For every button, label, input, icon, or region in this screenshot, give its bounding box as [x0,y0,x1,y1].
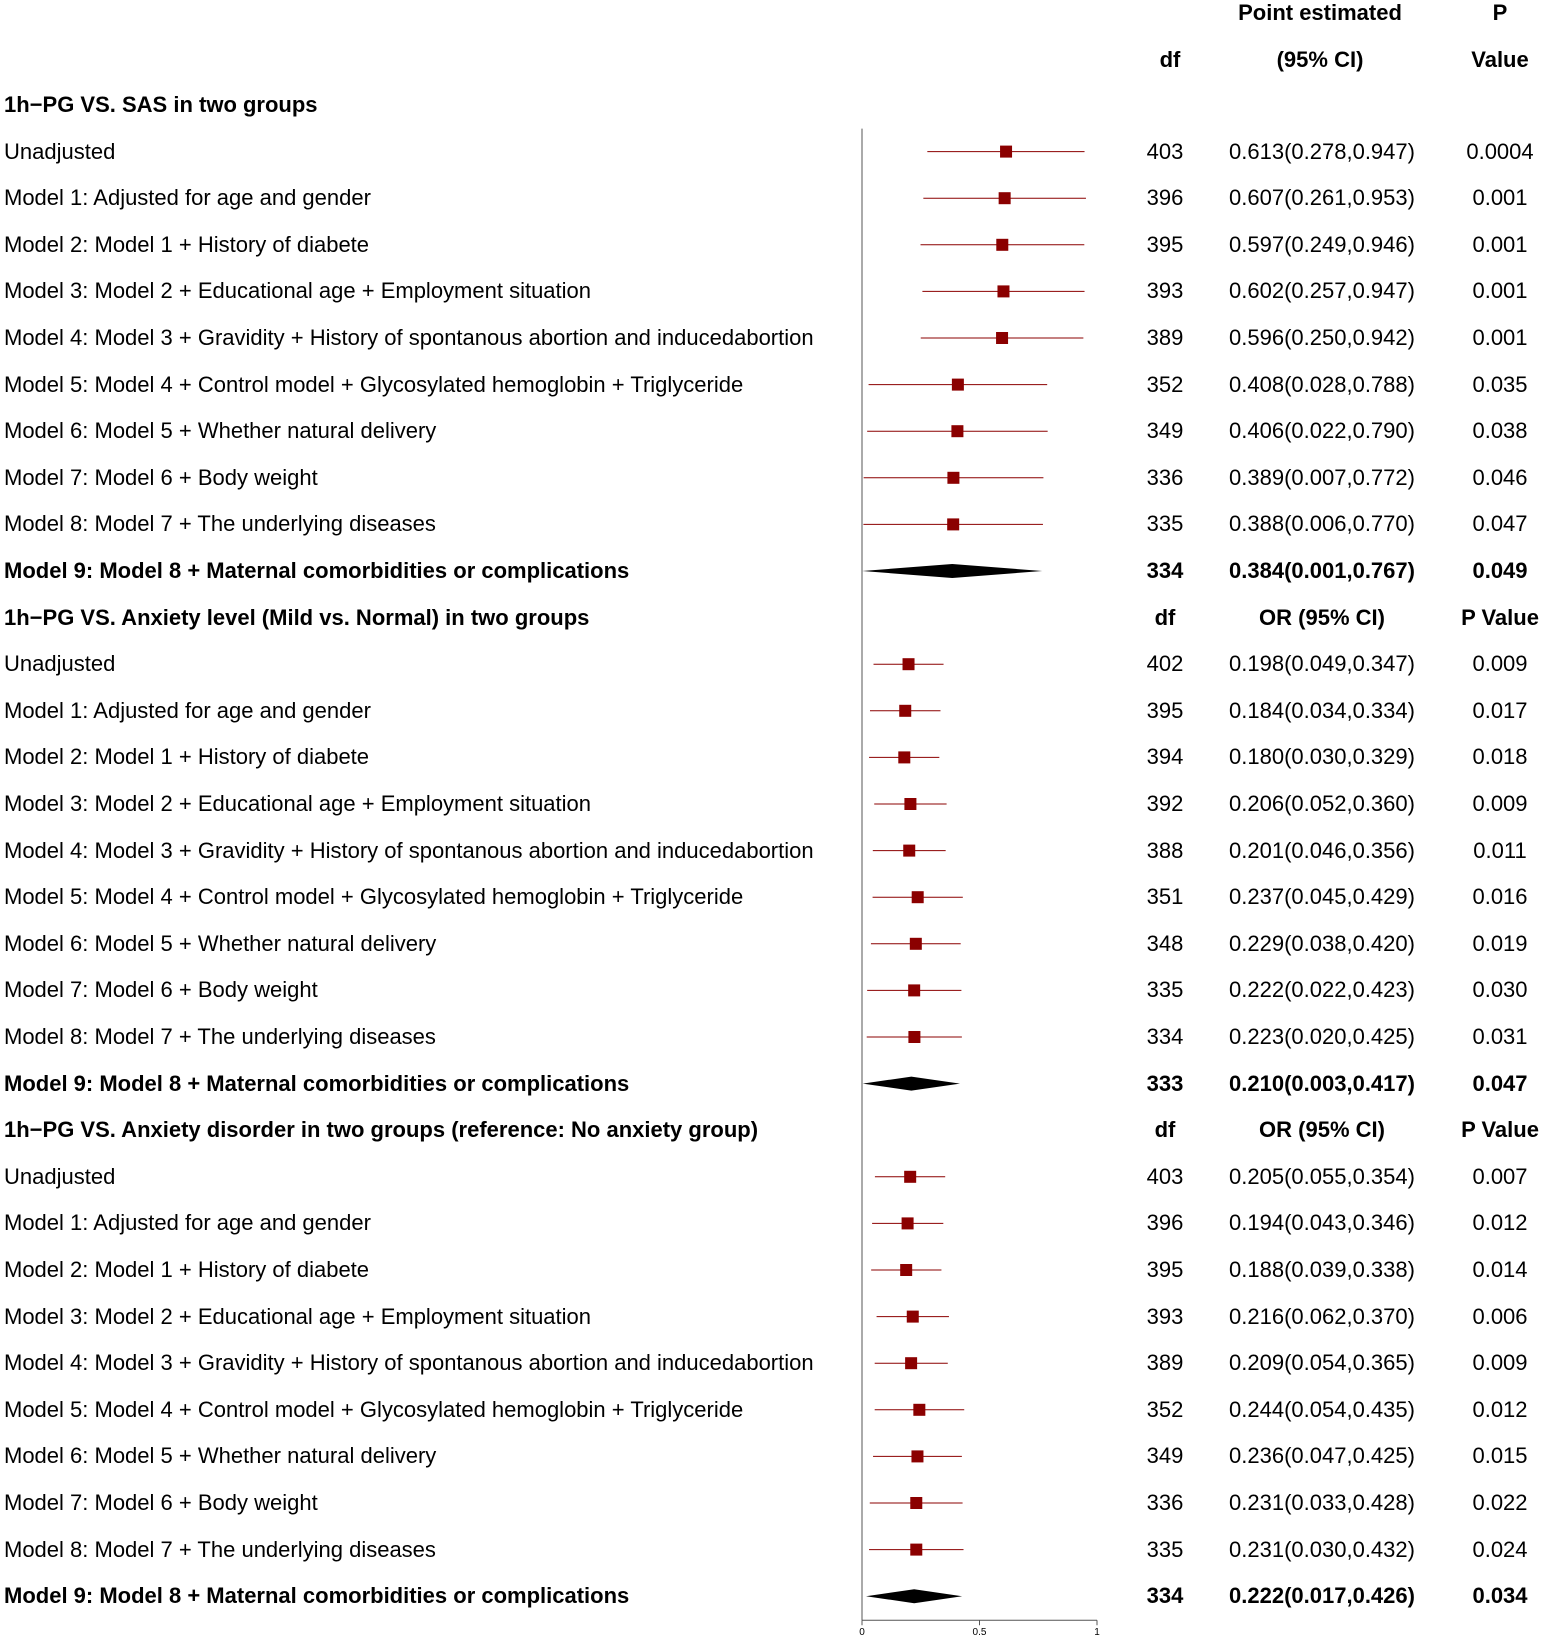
summary-diamond [863,1077,960,1091]
point-estimate-marker [900,1264,912,1276]
row-estimate: 0.231(0.030,0.432) [1229,1536,1415,1562]
row-df: 335 [1146,1536,1184,1562]
summary-diamond [862,564,1042,578]
row-p-value: 0.047 [1472,1070,1528,1096]
row-p-value: 0.035 [1472,371,1528,397]
x-tick-label: 0 [859,1627,865,1639]
row-df: 395 [1146,231,1184,257]
row-estimate: 0.389(0.007,0.772) [1229,464,1415,490]
row-estimate: 0.180(0.030,0.329) [1229,744,1415,770]
section-header-df: df [1154,604,1176,630]
x-tick-label: 0.5 [972,1627,987,1639]
row-p-value: 0.001 [1472,231,1528,257]
row-label: Model 8: Model 7 + The underlying diseases [4,1024,436,1049]
row-label: Model 1: Adjusted for age and gender [4,1210,371,1236]
row-df: 334 [1146,558,1184,583]
row-label: Model 8: Model 7 + The underlying diseases [4,1536,436,1562]
row-label: Model 8: Model 7 + The underlying diseases [4,511,436,537]
summary-diamond [866,1589,962,1603]
row-estimate: 0.222(0.022,0.423) [1229,977,1415,1003]
row-estimate: 0.236(0.047,0.425) [1229,1443,1415,1469]
row-df: 388 [1146,837,1184,863]
row-label: Model 3: Model 2 + Educational age + Employment situation [4,791,592,816]
row-estimate: 0.388(0.006,0.770) [1229,511,1415,537]
section-header-df: df [1154,1117,1176,1143]
row-label: Model 7: Model 6 + Body weight [4,977,318,1003]
row-p-value: 0.031 [1472,1024,1528,1049]
row-p-value: 0.019 [1472,930,1528,956]
row-label: Model 4: Model 3 + Gravidity + History of spontanous abortion and inducedabortion [4,837,814,863]
row-df: 333 [1146,1070,1184,1096]
row-p-value: 0.011 [1473,837,1527,863]
point-estimate-marker [999,192,1011,204]
row-df: 349 [1146,1443,1184,1469]
section-title: 1h−PG VS. Anxiety disorder in two groups (reference: No anxiety group) [4,1117,759,1143]
point-estimate-marker [910,1497,922,1509]
row-label: Model 4: Model 3 + Gravidity + History of spontanous abortion and inducedabortion [4,325,814,350]
point-estimate-marker [904,1171,916,1183]
row-estimate: 0.408(0.028,0.788) [1229,371,1415,397]
point-estimate-marker [1000,146,1012,158]
row-label: Model 6: Model 5 + Whether natural delivery [4,930,437,956]
row-df: 334 [1146,1583,1184,1609]
row-p-value: 0.030 [1472,977,1528,1003]
row-label: Model 9: Model 8 + Maternal comorbidities or complications [4,1583,630,1609]
section-header-p: P Value [1461,604,1539,630]
row-label: Unadjusted [4,138,116,164]
row-label: Unadjusted [4,1163,116,1189]
row-estimate: 0.201(0.046,0.356) [1229,837,1415,863]
row-estimate: 0.205(0.055,0.354) [1229,1163,1415,1189]
row-label: Model 4: Model 3 + Gravidity + History of spontanous abortion and inducedabortion [4,1350,814,1376]
row-estimate: 0.223(0.020,0.425) [1229,1024,1415,1049]
row-label: Model 3: Model 2 + Educational age + Employment situation [4,278,592,304]
row-df: 336 [1146,1490,1184,1515]
row-label: Model 5: Model 4 + Control model + Glycosylated hemoglobin + Triglyceride [4,371,744,397]
row-estimate: 0.184(0.034,0.334) [1229,697,1415,723]
row-estimate: 0.607(0.261,0.953) [1229,185,1415,211]
row-df: 334 [1146,1024,1184,1049]
row-label: Model 2: Model 1 + History of diabete [4,1257,370,1282]
point-estimate-marker [947,472,959,484]
row-label: Model 2: Model 1 + History of diabete [4,231,370,257]
row-df: 392 [1146,791,1184,816]
row-p-value: 0.009 [1472,791,1528,816]
row-df: 335 [1146,511,1184,537]
row-estimate: 0.602(0.257,0.947) [1229,278,1415,304]
point-estimate-marker [951,425,963,437]
row-estimate: 0.188(0.039,0.338) [1229,1257,1415,1282]
row-p-value: 0.024 [1472,1536,1528,1562]
point-estimate-marker [898,751,910,763]
row-df: 395 [1146,1257,1184,1282]
row-df: 394 [1146,744,1184,770]
row-p-value: 0.047 [1472,511,1528,537]
header-estimate-line1: Point estimated [1238,0,1402,25]
section-header-estimate: OR (95% CI) [1259,604,1385,630]
row-label: Model 1: Adjusted for age and gender [4,185,371,211]
row-label: Model 6: Model 5 + Whether natural delivery [4,1443,437,1469]
row-p-value: 0.006 [1472,1303,1528,1329]
row-p-value: 0.001 [1472,278,1528,304]
row-p-value: 0.046 [1472,464,1528,490]
row-df: 396 [1146,185,1184,211]
point-estimate-marker [905,1357,917,1369]
point-estimate-marker [913,1404,925,1416]
row-p-value: 0.009 [1472,1350,1528,1376]
row-df: 348 [1146,930,1184,956]
row-df: 352 [1146,371,1184,397]
row-label: Model 9: Model 8 + Maternal comorbidities or complications [4,558,630,583]
row-p-value: 0.001 [1472,325,1528,350]
row-estimate: 0.210(0.003,0.417) [1229,1070,1415,1096]
row-label: Model 5: Model 4 + Control model + Glycosylated hemoglobin + Triglyceride [4,1396,744,1422]
row-p-value: 0.001 [1472,185,1528,211]
point-estimate-marker [903,845,915,857]
point-estimate-marker [903,658,915,670]
section-title: 1h−PG VS. SAS in two groups [4,92,318,117]
row-estimate: 0.222(0.017,0.426) [1229,1583,1415,1609]
point-estimate-marker [907,1311,919,1323]
row-p-value: 0.017 [1472,697,1528,723]
row-p-value: 0.038 [1472,418,1528,444]
row-df: 352 [1146,1396,1184,1422]
point-estimate-marker [908,984,920,996]
row-label: Model 6: Model 5 + Whether natural delivery [4,418,437,444]
row-label: Model 9: Model 8 + Maternal comorbidities or complications [4,1070,630,1096]
section-header-p: P Value [1461,1117,1539,1143]
row-df: 393 [1146,278,1184,304]
header-p-line2: Value [1471,47,1529,72]
row-estimate: 0.216(0.062,0.370) [1229,1303,1415,1329]
row-p-value: 0.012 [1472,1210,1528,1236]
row-df: 351 [1146,884,1184,910]
header-estimate-line2: (95% CI) [1276,47,1364,72]
row-df: 396 [1146,1210,1184,1236]
point-estimate-marker [904,798,916,810]
point-estimate-marker [996,332,1008,344]
row-estimate: 0.244(0.054,0.435) [1229,1396,1415,1422]
row-p-value: 0.015 [1472,1443,1528,1469]
row-df: 395 [1146,697,1184,723]
row-p-value: 0.007 [1472,1163,1528,1189]
row-label: Model 7: Model 6 + Body weight [4,1490,318,1515]
section-title: 1h−PG VS. Anxiety level (Mild vs. Normal) in two groups [4,604,590,630]
row-estimate: 0.231(0.033,0.428) [1229,1490,1415,1515]
row-estimate: 0.229(0.038,0.420) [1229,930,1415,956]
row-estimate: 0.206(0.052,0.360) [1229,791,1415,816]
row-p-value: 0.014 [1472,1257,1528,1282]
point-estimate-marker [899,705,911,717]
row-df: 335 [1146,977,1184,1003]
row-label: Model 1: Adjusted for age and gender [4,697,371,723]
row-estimate: 0.384(0.001,0.767) [1229,558,1415,583]
point-estimate-marker [912,891,924,903]
row-p-value: 0.009 [1472,651,1528,677]
point-estimate-marker [997,285,1009,297]
row-p-value: 0.034 [1472,1583,1528,1609]
row-estimate: 0.198(0.049,0.347) [1229,651,1415,677]
row-estimate: 0.237(0.045,0.429) [1229,884,1415,910]
row-label: Model 7: Model 6 + Body weight [4,464,318,490]
row-p-value: 0.049 [1472,558,1528,583]
row-p-value: 0.0004 [1466,138,1534,164]
row-df: 349 [1146,418,1184,444]
row-p-value: 0.018 [1472,744,1528,770]
row-estimate: 0.406(0.022,0.790) [1229,418,1415,444]
row-estimate: 0.597(0.249,0.946) [1229,231,1415,257]
header-p-line1: P [1492,0,1508,25]
row-estimate: 0.613(0.278,0.947) [1229,138,1415,164]
point-estimate-marker [952,379,964,391]
row-label: Model 2: Model 1 + History of diabete [4,744,370,770]
row-df: 403 [1146,1163,1184,1189]
row-estimate: 0.209(0.054,0.365) [1229,1350,1415,1376]
row-df: 402 [1146,651,1184,677]
row-p-value: 0.012 [1472,1396,1528,1422]
row-label: Model 5: Model 4 + Control model + Glycosylated hemoglobin + Triglyceride [4,884,744,910]
point-estimate-marker [902,1217,914,1229]
point-estimate-marker [910,1544,922,1556]
row-df: 393 [1146,1303,1184,1329]
point-estimate-marker [996,239,1008,251]
row-label: Unadjusted [4,651,116,677]
row-df: 389 [1146,1350,1184,1376]
row-df: 336 [1146,464,1184,490]
row-estimate: 0.596(0.250,0.942) [1229,325,1415,350]
row-df: 403 [1146,138,1184,164]
point-estimate-marker [911,1450,923,1462]
x-tick-label: 1 [1094,1627,1100,1639]
row-p-value: 0.016 [1472,884,1528,910]
point-estimate-marker [908,1031,920,1043]
row-estimate: 0.194(0.043,0.346) [1229,1210,1415,1236]
section-header-estimate: OR (95% CI) [1259,1117,1385,1143]
row-df: 389 [1146,325,1184,350]
point-estimate-marker [910,938,922,950]
point-estimate-marker [947,518,959,530]
header-df: df [1159,47,1181,72]
row-label: Model 3: Model 2 + Educational age + Employment situation [4,1303,592,1329]
row-p-value: 0.022 [1472,1490,1528,1515]
